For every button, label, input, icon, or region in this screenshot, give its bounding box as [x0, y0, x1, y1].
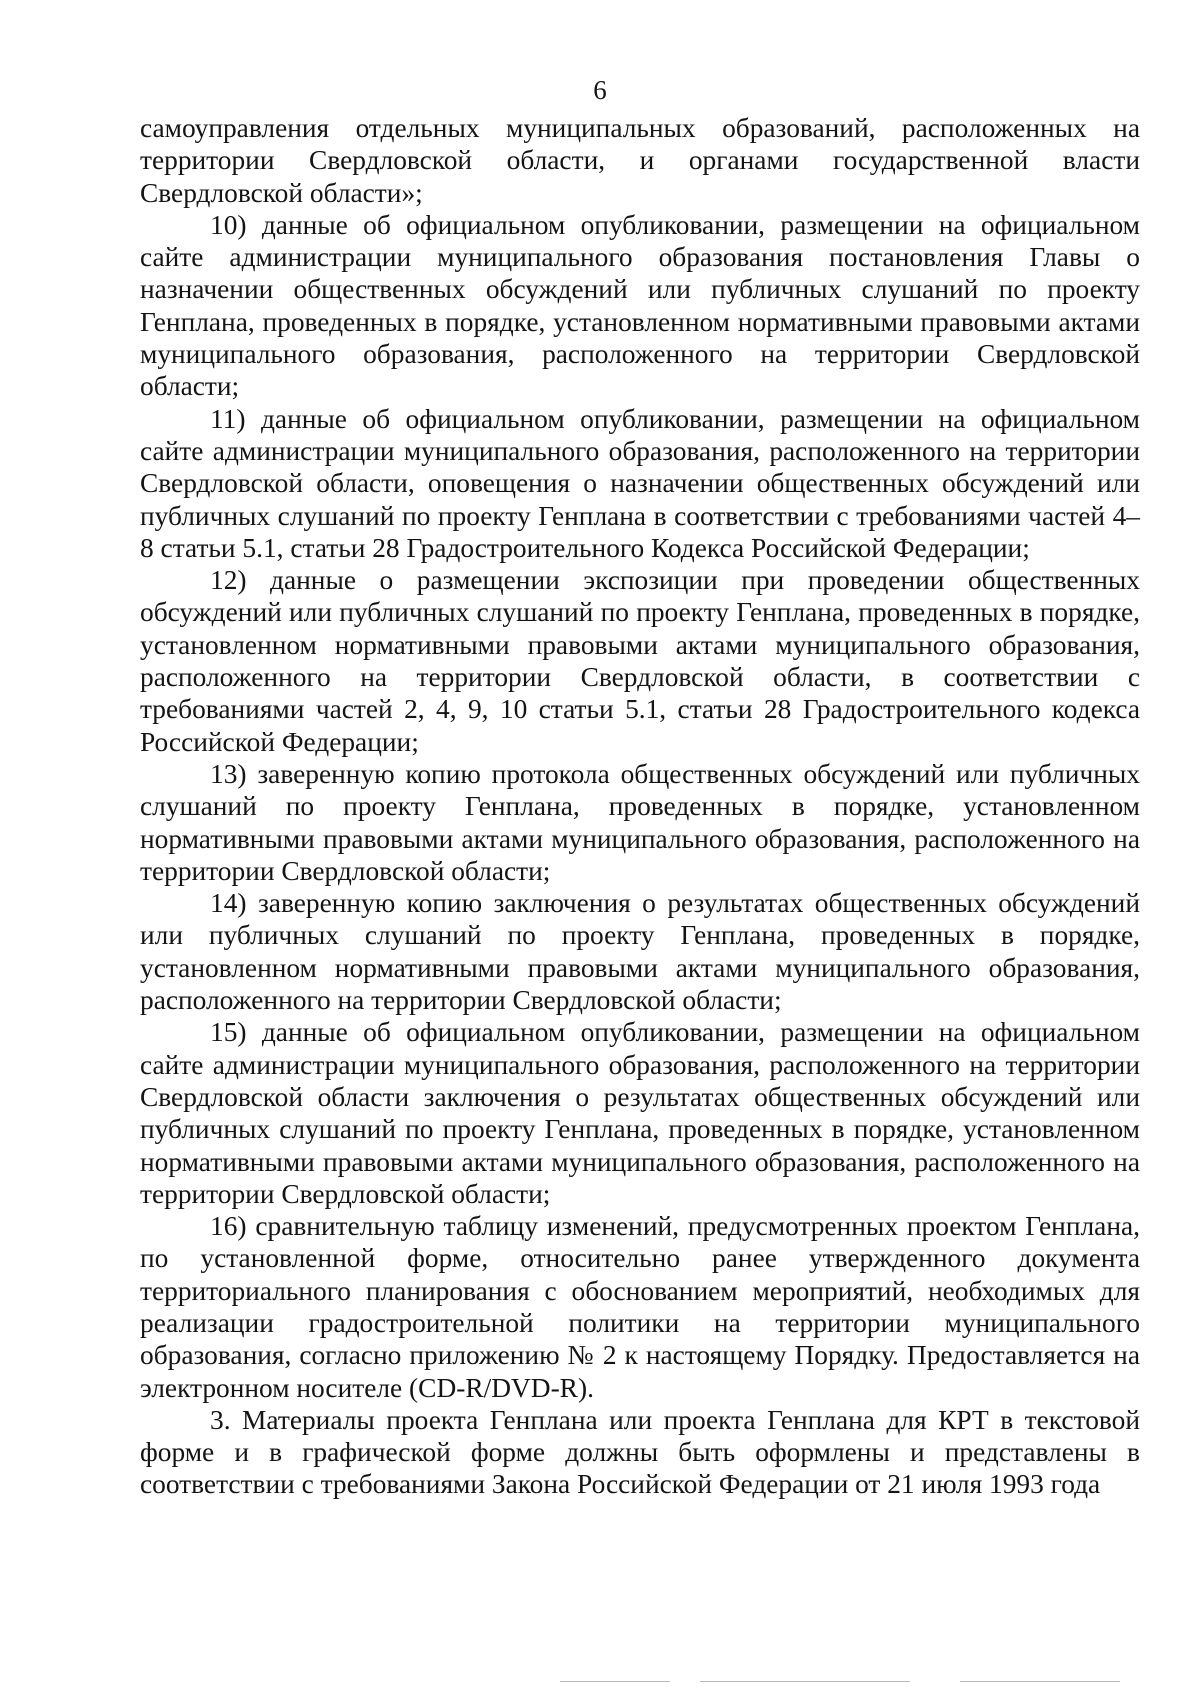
paragraph-continuation: самоуправления отдельных муниципальных образований, расположенных на территории Свердловской области, и органами государственной власти Свердловской области»;	[140, 113, 1140, 208]
list-item-10: 10) данные об официальном опубликовании, размещении на официальном сайте администрации муниципального образования постановления Главы о назначении общественных обсуждений или публичных слушаний по проекту Генплана, проведенных в порядке, установленном нормативными правовыми актами муниципального образования, расположенного на территории Свердловской области;	[140, 209, 1140, 402]
list-item-16: 16) сравнительную таблицу изменений, предусмотренных проектом Генплана, по установленной форме, относительно ранее утвержденного документа территориального планирования с обоснованием мероприятий, необходимых для реализации градостроительной политики на территории муниципального образования, согласно приложению № 2 к настоящему Порядку. Предоставляется на электронном носителе (CD-R/DVD-R).	[140, 1211, 1140, 1403]
footer-scan-line	[700, 1681, 910, 1682]
list-item-11: 11) данные об официальном опубликовании, размещении на официальном сайте администрации муниципального образования, расположенного на территории Свердловской области, оповещения о назначении общественных обсуждений или публичных слушаний по проекту Генплана в соответствии с требованиями частей 4–8 статьи 5.1, статьи 28 Градостроительного Кодекса Российской Федерации;	[140, 403, 1140, 563]
list-item-12: 12) данные о размещении экспозиции при проведении общественных обсуждений или публичных слушаний по проекту Генплана, проведенных в порядке, установленном нормативными правовыми актами муниципального образования, расположенного на территории Свердловской области, в соответствии с требованиями частей 2, 4, 9, 10 статьи 5.1, статьи 28 Градостроительного кодекса Российской Федерации;	[140, 565, 1140, 757]
section-3-paragraph: 3. Материалы проекта Генплана или проекта Генплана для КРТ в текстовой форме и в графической форме должны быть оформлены и представлены в соответствии с требованиями Закона Российской Федерации от 21 июля 1993 года	[140, 1404, 1140, 1500]
list-item-13: 13) заверенную копию протокола общественных обсуждений или публичных слушаний по проекту Генплана, проведенных в порядке, установленном нормативными правовыми актами муниципального образования, расположенного на территории Свердловской области;	[140, 758, 1140, 886]
footer-scan-line	[560, 1681, 670, 1682]
list-item-15: 15) данные об официальном опубликовании, размещении на официальном сайте администрации муниципального образования, расположенного на территории Свердловской области заключения о результатах общественных обсуждений или публичных слушаний по проекту Генплана, проведенных в порядке, установленном нормативными правовыми актами муниципального образования, расположенного на территории Свердловской области;	[140, 1017, 1140, 1209]
document-body	[140, 112, 1140, 1501]
footer-scan-line	[960, 1681, 1120, 1682]
list-item-14: 14) заверенную копию заключения о результатах общественных обсуждений или публичных слушаний по проекту Генплана, проведенных в порядке, установленном нормативными правовыми актами муниципального образования, расположенного на территории Свердловской области;	[140, 888, 1140, 1016]
page-number: 6	[593, 75, 607, 105]
